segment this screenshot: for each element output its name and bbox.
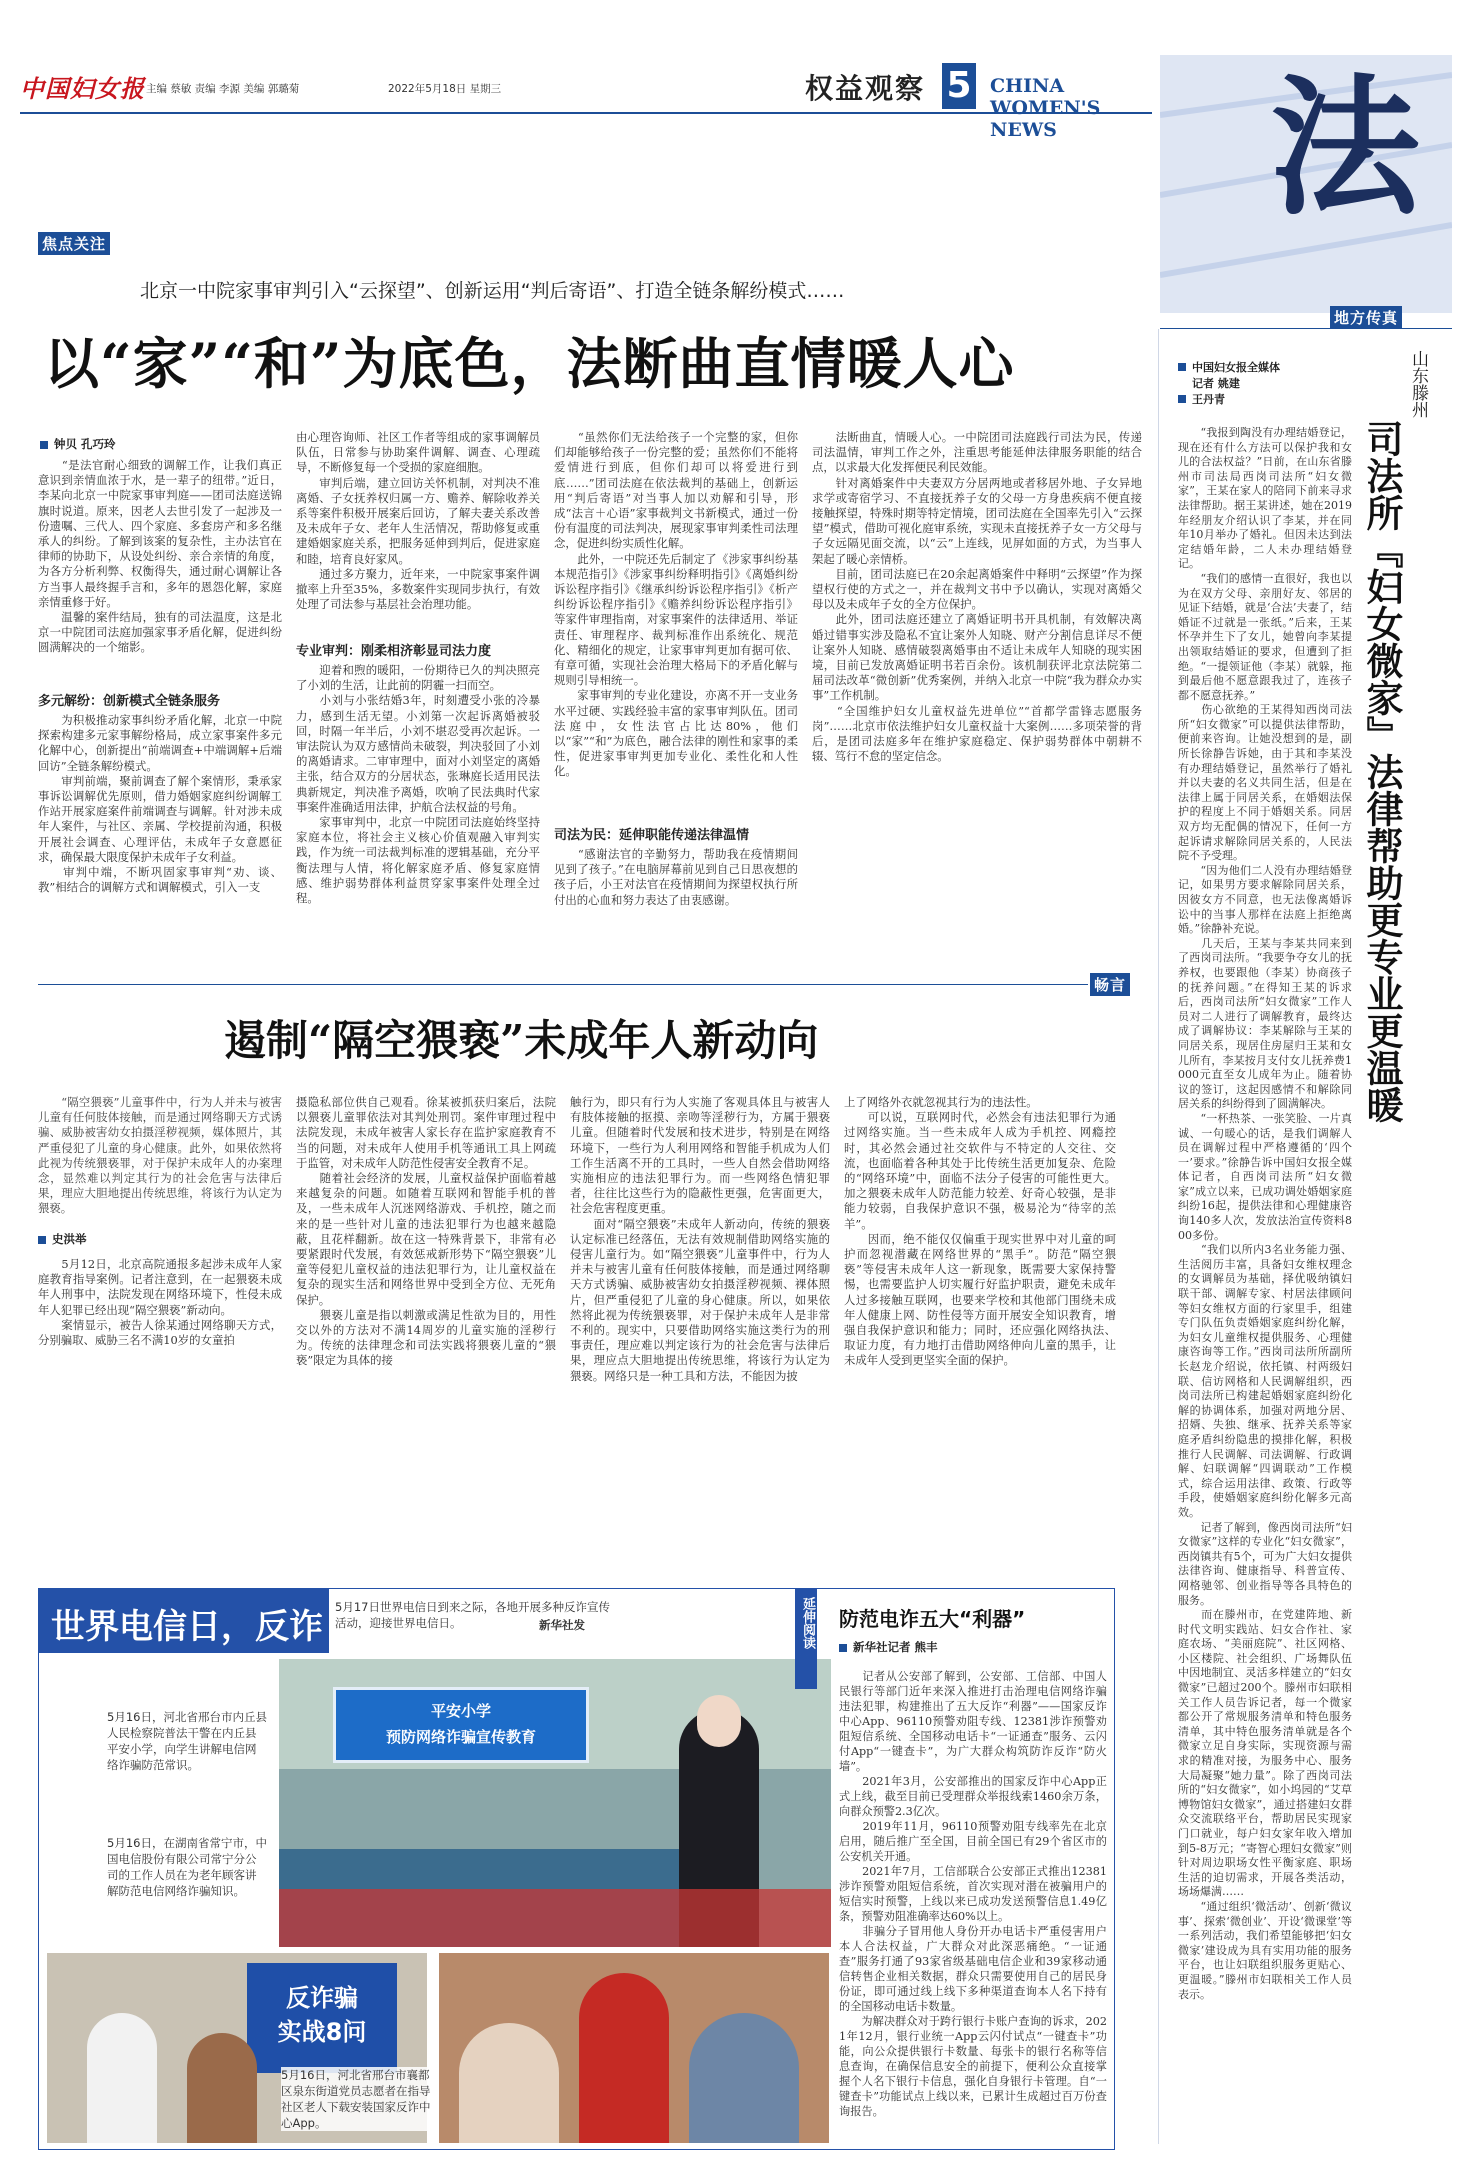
second-headline: 遏制“隔空猥亵”未成年人新动向 [224, 1016, 819, 1065]
lead-col4-text: 法断曲直，情暖人心。一中院团司法庭践行司法为民，传递司法温情，审判工作之外，注重思考能延伸法律服务职能的结合点，以求最大化发挥便民利民效能。 针对离婚案件中夫妻双方分居两地或者移居外地、子女异地求学或寄宿学习、不直接抚养子女的父母一方身患疾病不便直接接触探望，特殊时期等特定情境，团司法庭在全国率先引入“云探望”模式，借助可视化庭审系统，实现未直接抚养子女一方父母与子女远隔见面交流，以“云”上连线，见屏如面的方式，为当事人架起了暖心亲情桥。 目前，团司法庭已在20余起离婚案件中释明“云探望”作为探望权行使的方式之一，并在裁判文书中予以确认，实现对离婚父母以及未成年子女的全方位保护。 此外，团司法庭还建立了离婚证明书开具机制，有效解决离婚过错事实涉及隐私不宜让案外人知晓、财产分割信息详尽不便让案外人知晓、感情破裂离婚事由不适让未成年人知晓的现实困境，目前已发放离婚证明书若百余份。该机制获评北京法院第二届司法改革“微创新”优秀案例，并纳入北京一中院“我为群众办实事”工作机制。 “全国维护妇女儿童权益先进单位”“首都学雷锋志愿服务岗”……北京市依法维护妇女儿童权益十大案例……多项荣誉的背后，是团司法庭多年在维护家庭稳定、保护弱势群体中朝耕不辍、笃行不怠的坚定信念。 [812, 430, 1142, 764]
lead-headline: 以“家”“和”为底色，法断曲直情暖人心 [44, 331, 1015, 396]
second-col3-text: 触行为，即只有行为人实施了客观具体且与被害人有肢体接触的抠摸、亲吻等淫秽行为，方属于猥亵儿童。但随着时代发展和技术进步，特别是在网络环境下，一些行为人利用网络和智能手机成为人们工作生活离不开的工具时，一些人自然会借助网络实施相应的违法犯罪行为。而一些网络色情犯罪者，往往比这些行为的隐蔽性更强，危害面更大，社会危害程度更重。 面对“隔空猥亵”未成年人新动向，传统的猥亵认定标准已经落伍，无法有效规制借助网络实施的侵害儿童行为。如“隔空猥亵”儿童事件中，行为人并未与被害儿童有任何肢体接触，而是通过网络聊天方式诱骗、威胁被害幼女拍摄淫秽视频、裸体照片，但严重侵犯了儿童的身心健康。所以，如果依然将此视为传统猥亵罪，对于保护未成年人是非常不利的。现实中，只要借助网络实施这类行为的刑事责任，理应难以判定该行为的社会危害与法律后果，理应点大胆地提出传统思维，将该行为认定为猥亵。网络只是一种工具和方法，不能因为披 [570, 1095, 830, 1383]
sidebar-headline: 司法所『妇女微家』法律帮助更专业更温暖 [1360, 420, 1404, 1123]
second-col4-text: 上了网络外衣就忽视其行为的违法性。 可以说，互联网时代，必然会有违法犯罪行为通过网络实施。当一些未成年人成为手机控、网瘾控时，其必然会通过社交软件与不特定的人交往、交流，也面临着各种其处于比传统生活更加复杂、危险的“网络环境”中，面临不法分子侵害的可能性更大。加之猥亵未成年人防范能力较差、好奇心较强，是非能力较弱，自我保护意识不强，极易沦为“待宰的羔羊”。 因而，绝不能仅仅偏重于现实世界中对儿童的呵护而忽视潜藏在网络世界的“黑手”。防范“隔空猥亵”等侵害未成年人这一新现象，既需要大家保持警惕，也需要监护人切实履行好监护职责，避免未成年人过多接触互联网，也要来学校和其他部门围绕未成年人健康上网、防性侵等方面开展安全知识教育，增强自我保护意识和能力；同时，还应强化网络执法、取证力度，有力地打击借助网络伸向儿童的黑手，让未成年人受到更坚实全面的保护。 [844, 1095, 1116, 1368]
lead-byline-text: 钟贝 孔巧玲 [54, 437, 116, 451]
lead-col1-text: “是法官耐心细致的调解工作，让我们真正意识到亲情血浓于水，是一辈子的纽带。”近日，李某向北京一中院家事审判庭——团司法庭送锦旗时说道。原来，因老人去世引发了一起涉及一份遗嘱、三代人、四个家庭、多套房产和多名继承人的纠纷。了解到该案的复杂性，主办法官在律师的协助下，从设处纠纷、亲合亲情的角度，为各方分析利弊、权衡得失，通过耐心调解让各方当事人最终握手言和，多年的恩怨化解，家庭亲情重修于好。 温馨的案件结局，独有的司法温度，这是北京一中院团司法庭加强家事矛盾化解，促进纠纷圆满解决的一个缩影。 [38, 458, 282, 655]
extended-byline [839, 1639, 938, 1655]
caption-3: 5月16日，河北省邢台市襄都区泉东街道党员志愿者在指导社区老人下载安装国家反诈中心App。 [281, 2068, 431, 2130]
lead-col1b-text: 为积极推动家事纠纷矛盾化解，北京一中院探索构建多元家事解纷格局，成立家事案件多元化解中心，创新提出“前端调查+中端调解+后端回访”全链条解纷模式。 审判前端，聚前调查了解个案情形，秉承家事诉讼调解优先原则，借力婚姻家庭纠纷调解工作站开展家庭案件前端调查与调解。针对涉未成年人案件，与社区、亲属、学校提前沟通，积极开展社会调查、心理评估，未成年子女意愿征求，确保最大限度保护未成年子女利益。 审判中端，不断巩固家事审判“劝、谈、教”相结合的调解方式和调解模式，引入一支 [38, 713, 282, 895]
second-column-4 [844, 1095, 1116, 1585]
lead-subhead-3: 司法为民：延伸职能传递法律温情 [554, 828, 750, 843]
poster-text: 反诈骗 实战8问 [277, 1984, 367, 2046]
office-poster [247, 1963, 397, 2073]
telecom-box [38, 1588, 1115, 2150]
sidebar-filler-rule [1158, 329, 1159, 2144]
sidebar-byline-3: 王丹青 [1192, 393, 1225, 406]
lead-column-4 [812, 430, 1142, 938]
lead-kicker: 北京一中院家事审判引入“云探望”、创新运用“判后寄语”、打造全链条解纷模式…… [140, 280, 845, 302]
stamp-character: 法 [1270, 60, 1421, 236]
sidebar-divider [1160, 328, 1452, 329]
sidebar-byline-2: 记者 姚建 [1192, 377, 1240, 390]
extended-text: 记者从公安部了解到，公安部、工信部、中国人民银行等部门近年来深入推进打击治理电信网络诈骗违法犯罪，构建推出了五大反诈“利器”——国家反诈中心App、96110预警劝阻专线、12381涉诈预警劝阻短信系统、全国移动电话卡“一证通查”服务、云闪付App“一键查卡”，为广大群众构筑防诈反诈“防火墙”。 2021年3月，公安部推出的国家反诈中心App正式上线，截至目前已受理群众举报线索1460余万条，向群众预警2.3亿次。 2019年11月，96110预警劝阻专线率先在北京启用，随后推广至全国，目前全国已有29个省区市的公安机关开通。 2021年7月，工信部联合公安部正式推出12381涉诈预警劝阻短信系统，首次实现对潜在被骗用户的短信实时预警，上线以来已成功发送预警信息1.49亿条，预警劝阻准确率达60%以上。 非骗分子冒用他人身份开办电话卡严重侵害用户本人合法权益，广大群众对此深恶痛绝。“一证通查”服务打通了93家省级基础电信企业和39家移动通信转售企业相关数据，群众只需要使用自己的居民身份证，即可通过线上线下多种渠道查询本人名下持有的全国移动电话卡数量。 为解决群众对于跨行银行卡账户查询的诉求，2021年12月，银行业统一App云闪付试点“一键查卡”功能，向公众提供银行卡数量、每张卡的银行名称等信息查询，在确保信息安全的前提下，便利公众直接掌握个人名下银行卡信息，强化自身银行卡管理。自“一键查卡”功能试点上线以来，已累计生成超过百万份查询报告。 [839, 1670, 1107, 2118]
lead-tag: 焦点关注 [38, 232, 110, 255]
elder-figure [689, 2013, 799, 2143]
byline-square-icon [38, 1236, 46, 1244]
telecom-intro-credit: 新华社发 [539, 1618, 585, 1632]
speaker-face [697, 1695, 741, 1747]
caption-1: 5月16日，河北省邢台市内丘县人民检察院普法干警在内丘县平安小学，向学生讲解电信网络诈骗防范常识。 [107, 1710, 267, 1772]
second-column-2 [296, 1095, 556, 1585]
sidebar-location: 山东滕州 [1408, 350, 1428, 418]
lead-column-2 [296, 430, 540, 938]
byline-square-icon [1178, 395, 1186, 403]
extended-byline-text: 新华社记者 熊丰 [853, 1640, 938, 1654]
lead-col3-text: “虽然你们无法给孩子一个完整的家，但你们却能够给孩子一份完整的爱；虽然你们不能将爱情进行到底，但你们却可以将爱进行到底……”团司法庭在依法裁判的基础上，创新运用“判后寄语”对当事人加以劝解和引导，形成“法言＋心语”家事裁判文书新模式，通过一份份有温度的司法判决，展现家事审判柔性司法理念，促进纠纷实质性化解。 此外，一中院还先后制定了《涉家事纠纷基本规范指引》《涉家事纠纷释明指引》《离婚纠纷诉讼程序指引》《继承纠纷诉讼程序指引》《析产纠纷诉讼程序指引》《赡养纠纷诉讼程序指引》等家件审理指南，对家事案件的法律适用、举证责任、审理程序、裁判标准作出系统化、规范化、精细化的规定，让家事审判更加有据可依、有章可循，实现社会治理大格局下的矛盾化解与规则引导相统一。 家事审判的专业化建设，亦离不开一支业务水平过硬、实践经验丰富的家事审判队伍。团司法庭中，女性法官占比达80%，他们以“家”“和”为底色，融合法律的刚性和家事的柔性，促进家事审判更加专业化、柔性化和人性化。 [554, 430, 798, 779]
byline-square-icon [1178, 363, 1186, 371]
second-col1-text: “隔空猥亵”儿童事件中，行为人并未与被害儿童有任何肢体接触，而是通过网络聊天方式诱骗、威胁被害幼女拍摄淫秽视频，媒体照片，其严重侵犯了儿童的身心健康。此外，如果依然将此视为传统猥亵罪，对于保护未成年人的办案理念，显然难以判定其行为的社会危害与法律后果，理应大胆地提出传统思维，将该行为认定为猥亵。 [38, 1095, 282, 1216]
telecom-banner [39, 1589, 329, 1653]
section-name: 权益观察 [805, 72, 926, 105]
page-number-box [942, 63, 976, 109]
second-col1b-text: 5月12日，北京高院通报多起涉未成年人家庭教育指导案例。记者注意到，在一起猥亵未成年人刑事中，法院发现在网络环境下，性侵未成年人犯罪已经出现“隔空猥亵”新动向。 案情显示，被告人徐某通过网络聊天方式，分别骗取、威胁三名不满10岁的女童拍 [38, 1257, 282, 1348]
telecom-headline: 世界电信日，反诈 [51, 1607, 323, 1647]
sidebar-tag: 地方传真 [1330, 306, 1402, 329]
lead-col3b-text: “感谢法官的辛勤努力，帮助我在疫情期间见到了孩子。”在电脑屏幕前见到自己日思夜想的孩子后，小王对法官在疫情期间为探望权执行所付出的心血和努力表达了由衷感谢。 [554, 847, 798, 907]
sidebar-body: “我报到陶没有办理结婚登记，现在还有什么方法可以保护我和女儿的合法权益？”日前，在山东省滕州市司法局西岗司法所“妇女微家”，王某在家人的陪同下前来寻求法律帮助。据王某讲述，她在2019年经朋友介绍认识了李某，并在同年10月举办了婚礼。但因未达到法定结婚年龄，二人未办理结婚登记。 “我们的感情一直很好，我也以为在双方父母、亲朋好友、邻居的见证下结婚，就是‘合法’夫妻了，结婚证不过就是一张纸。”后来，王某怀孕并生下了女儿，她曾向李某提出领取结婚证的要求，但遭到了拒绝。“一提领证他（李某）就躲，拖到最后他不愿意跟我过了，连孩子都不愿意抚养。” 伤心欲绝的王某得知西岗司法所“妇女微家”可以提供法律帮助，便前来咨询。让她没想到的是，副所长徐静告诉她，由于其和李某没有办理结婚登记，虽然举行了婚礼并以夫妻的名义共同生活，但是在法律上属于同居关系，在婚姻法保护的程度上不同于婚姻关系。同居双方均无配偶的情况下，任何一方起诉请求解除同居关系的，人民法院不予受理。 “因为他们二人没有办理结婚登记，如果男方要求解除同居关系，因彼女方不同意，也无法像离婚诉讼中的当事人那样在法庭上拒绝离婚。”徐静补充说。 几天后，王某与李某共同来到了西岗司法所。“我要争夺女儿的抚养权，也要跟他（李某）协商孩子的抚养问题。”在得知王某的诉求后，西岗司法所“妇女微家”工作人员对二人进行了调解教育，最终达成了调解协议：李某解除与王某的同居关系，现居住房屋归王某和女儿所有，李某按月支付女儿抚养费1000元直至女儿成年为止。随着协议的签订，这起因感情不和解除同居关系的纠纷得到了圆满解决。 “一杯热茶、一张笑脸、一片真诚、一句暖心的话，是我们调解人员在调解过程中严格遵循的‘四个一’要求。”徐静告诉中国妇女报全媒体记者，自西岗司法所“妇女微家”成立以来，已成功调处婚姻家庭纠纷16起，提供法律和心理健康咨询140多人次，发放法治宣传资料800多份。 “我们以所内3名业务能力强、生活阅历丰富，具备妇女维权理念的女调解员为基础，择优吸纳镇妇联干部、调解专家、村居法律顾问等妇女维权方面的行家里手，组建专门队伍负责婚姻家庭纠纷化解，为妇女儿童维权提供服务、心理健康咨询等工作。”西岗司法所所副所长赵龙介绍说，依托镇、村两级妇联、信访网格和人民调解组织，西岗司法所已构建起婚姻家庭纠纷化解的协调体系，加强对两地分居、招婿、失独、继承、抚养关系等家庭矛盾纠纷隐患的摸排化解，积极推行人民调解、司法调解、行政调解、妇联调解“四调联动”工作模式，综合运用法律、政策、行政等手段，使婚姻家庭纠纷化解多元高效。 记者了解到，像西岗司法所“妇女微家”这样的专业化“妇女微家”，西岗镇共有5个，可为广大妇女提供法律咨询、健康指导、科普宣传、网格驰邻、创业指导等各具特色的服务。 而在滕州市，在党建阵地、新时代文明实践站、妇女合作社、家庭农场、“美丽庭院”、社区网格、小区楼院、社会组织、广场舞队伍中因地制宜、灵活多样建立的“妇女微家”已超过200个。滕州市妇联相关工作人员告诉记者，每一个微家都公开了常规服务清单和特色服务清单，其中特色服务清单就是各个微家立足自身实际，实现资源与需求的精准对接，为服务中心、服务大局凝聚“她力量”。除了西岗司法所的“妇女微家”，如小坞园的“艾草博物馆妇女微家”，通过搭建妇女群众交流联络平台，帮助居民实现家门口就业，每户妇女家年收入增加到5-8万元；“寄智心理妇女微家”则针对周边职场女性平衡家庭、职场生活的迫切需求，开展各类活动，场场爆满…… “通过组织‘微活动’、创新‘微议事’、探索‘微创业’、开设‘微课堂’等一系列活动，我们希望能够把‘妇女微家’建设成为具有实用功能的服务平台，也让妇联组织服务更贴心、更温暖。”滕州市妇联相关工作人员表示。 [1178, 426, 1352, 2001]
byline-square-icon [839, 1644, 847, 1652]
volunteer-photo [439, 1953, 829, 2143]
lead-column-1 [38, 458, 282, 938]
page-number: 5 [946, 65, 972, 106]
classroom-photo [279, 1659, 831, 1947]
second-byline [38, 1231, 282, 1247]
lead-subhead-2: 专业审判：刚柔相济彰显司法力度 [296, 644, 492, 659]
office-person-1 [87, 2013, 157, 2143]
extended-reading-tag [795, 1589, 817, 1689]
screen-banner-text: 平安小学 预防网络诈骗宣传教育 [385, 1702, 536, 1746]
lead-col2-text: 由心理咨询师、社区工作者等组成的家事调解员队伍，日常参与协助案件调解、调查、心理疏导，不断修复每一个受损的家庭细胞。 审判后端，建立回访关怀机制，对判决不准离婚、子女抚养权归属一方、赡养、解除收养关系等案件积极开展案后回访，了解夫妻关系改善及未成年子女、老年人生活情况，帮助修复或重建婚姻家庭关系，把服务延伸到判后，促进家庭和睦，培育良好家风。 通过多方聚力，近年来，一中院家事案件调撤率上升至35%，多数案件实现同步执行，有效处理了司法参与基层社会治理功能。 [296, 430, 540, 612]
issue-date: 2022年5月18日 星期三 [388, 83, 502, 95]
second-column-1 [38, 1095, 282, 1585]
english-title: CHINA WOMEN'S NEWS [990, 75, 1101, 141]
elder-figure-2 [459, 2023, 559, 2143]
section-stamp [1160, 55, 1452, 313]
sidebar-byline-1: 中国妇女报全媒体 [1192, 361, 1280, 374]
lead-byline [40, 436, 116, 452]
volunteer-figure [579, 1973, 669, 2143]
newspaper-logo: 中国妇女报 [20, 74, 145, 103]
second-tag: 畅言 [1090, 973, 1130, 996]
extended-reading-text: 延伸阅读 [800, 1597, 815, 1649]
second-col2-text: 摄隐私部位供自己观看。徐某被抓获归案后，法院以猥亵儿童罪依法对其判处刑罚。案件审理过程中法院发现，未成年被害人家长存在监护家庭教育不当的问题，对未成年人使用手机等通讯工具上网疏于监管，对未成年人防范性侵害安全教育不足。 随着社会经济的发展，儿童权益保护面临着越来越复杂的问题。如随着互联网和智能手机的普及，一些未成年人沉迷网络游戏、手机控，随之而来的是一些针对儿童的违法犯罪行为也越来越隐蔽，且花样翻新。故在这一特殊背景下，非常有必要紧跟时代发展，有效惩戒新形势下“隔空猥亵”儿童等侵犯儿童权益的违法犯罪行为，让儿童权益在复杂的现实生活和网络世界中受到全方位、无死角保护。 猥亵儿童是指以刺激或满足性欲为目的，用性交以外的方法对不满14周岁的儿童实施的淫秽行为。传统的法律理念和司法实践将猥亵儿童的“猥亵”限定为具体的接 [296, 1095, 556, 1368]
caption-2: 5月16日，在湖南省常宁市，中国电信股份有限公司常宁分公司的工作人员在为老年顾客讲解防范电信网络诈骗知识。 [107, 1836, 267, 1898]
masthead [20, 55, 1152, 141]
staff-line: 主编 蔡敏 责编 李源 美编 郭璐菊 [146, 83, 300, 95]
lead-subhead-1: 多元解纷：创新模式全链条服务 [38, 694, 221, 709]
extended-title: 防范电诈五大“利器” [839, 1607, 1026, 1631]
sidebar-byline [1178, 360, 1280, 408]
screen-banner [333, 1687, 589, 1763]
office-person-2 [187, 2033, 257, 2143]
students-row-2 [279, 1889, 831, 1947]
second-byline-text: 史洪举 [52, 1232, 87, 1246]
telecom-intro: 5月17日世界电信日到来之际，各地开展多种反诈宣传活动，迎接世界电信日。 [335, 1600, 610, 1630]
lead-col2b-text: 迎着和煦的暖阳，一份期待已久的判决照亮了小刘的生活，让此前的阴霾一扫而空。 小刘与小张结婚3年，时刻遭受小张的冷暴力，感到生活无望。小刘第一次起诉离婚被驳回，时隔一年半后，小刘不堪忍受再次起诉。一审法院认为双方感情尚未破裂，判决驳回了小刘的离婚请求。二审审理中，面对小刘坚定的离婚主张，结合双方的分居状态，张琳庭长适用民法典新规定，判决准予离婚，吹响了民法典时代家事案件准确适用法律，护航合法权益的号角。 家事审判中，北京一中院团司法庭始终坚持家庭本位，将社会主义核心价值观融入审判实践，作为统一司法裁判标准的逻辑基础，充分平衡法理与人情，将化解家庭矛盾、修复家庭情感、维护弱势群体利益贯穿家事案件处理全过程。 [296, 663, 540, 906]
section-divider [38, 984, 1088, 985]
lead-column-3 [554, 430, 798, 938]
second-column-3 [570, 1095, 830, 1585]
byline-square-icon [40, 441, 48, 449]
